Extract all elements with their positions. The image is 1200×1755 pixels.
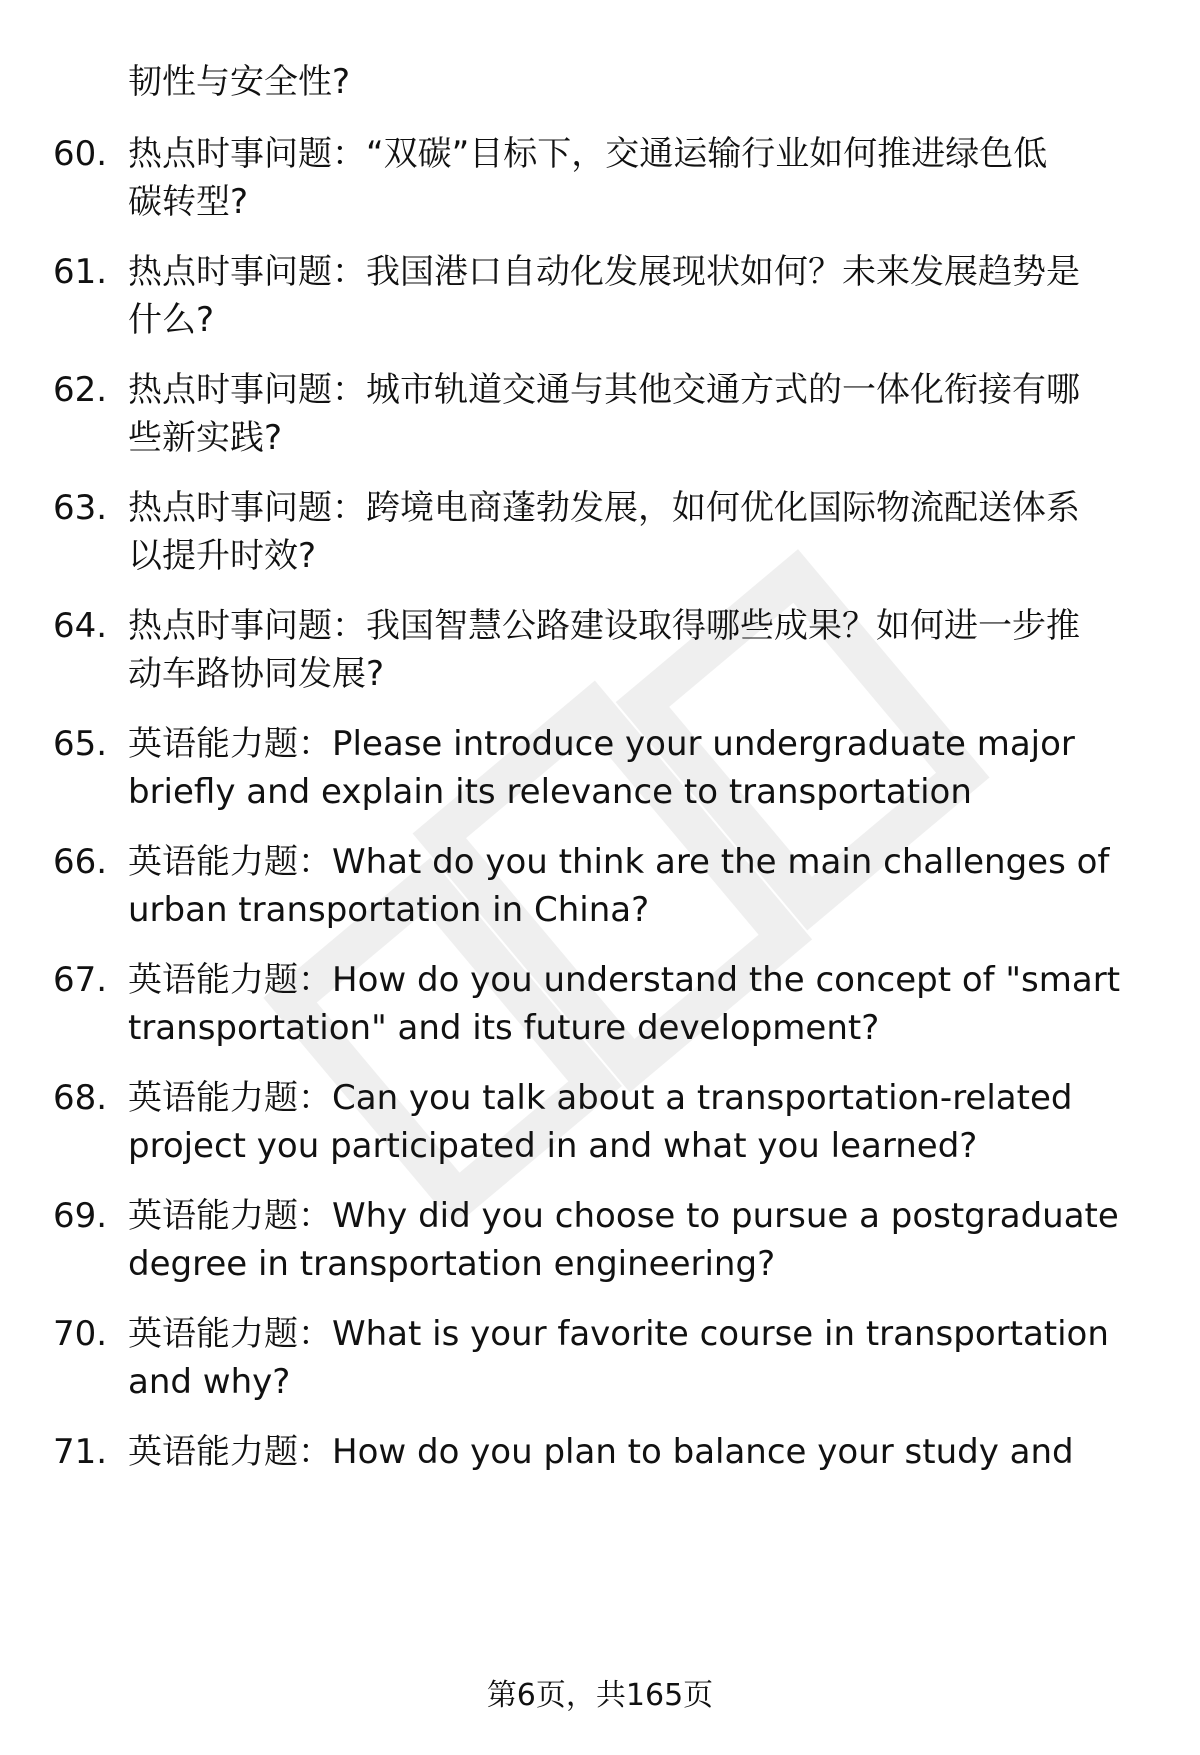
- item-text-line: transportation" and its future development?: [128, 1008, 880, 1048]
- item-text-line: 热点时事问题：城市轨道交通与其他交通方式的一体化衔接有哪: [128, 370, 1080, 410]
- item-number: 62.: [53, 370, 108, 410]
- item-text-line: 以提升时效?: [128, 536, 317, 576]
- item-text-line: 热点时事问题：我国港口自动化发展现状如何？未来发展趋势是: [128, 252, 1080, 292]
- item-text-line: 热点时事问题：跨境电商蓬勃发展，如何优化国际物流配送体系: [128, 488, 1080, 528]
- item-number: 64.: [53, 606, 108, 646]
- item-number: 60.: [53, 134, 108, 174]
- item-text-line: 什么?: [128, 300, 215, 340]
- item-number: 69.: [53, 1196, 108, 1236]
- item-text-line: 英语能力题：How do you plan to balance your study and: [128, 1432, 1074, 1472]
- item-text-line: urban transportation in China?: [128, 890, 650, 930]
- item-text-line: 英语能力题：Please introduce your undergraduate major: [128, 724, 1075, 764]
- item-number: 68.: [53, 1078, 108, 1118]
- item-text-line: 热点时事问题：“双碳”目标下，交通运输行业如何推进绿色低: [128, 134, 1048, 174]
- item-text-line: 英语能力题：What is your favorite course in transportation: [128, 1314, 1109, 1354]
- page-footer: 第6页，共165页: [486, 1678, 714, 1713]
- item-text-line: 英语能力题：Can you talk about a transportation-related: [128, 1078, 1073, 1118]
- item-text-line: 英语能力题：What do you think are the main challenges of: [128, 842, 1110, 882]
- item-number: 61.: [53, 252, 108, 292]
- continuation-text: 韧性与安全性?: [128, 62, 351, 102]
- item-text-line: 些新实践?: [128, 418, 283, 458]
- item-text-line: 英语能力题：How do you understand the concept of "smart: [128, 960, 1121, 1000]
- item-text-line: degree in transportation engineering?: [128, 1244, 776, 1284]
- item-text-line: 动车路协同发展?: [128, 654, 385, 694]
- item-text-line: project you participated in and what you learned?: [128, 1126, 978, 1166]
- item-text-line: briefly and explain its relevance to transportation: [128, 772, 972, 812]
- item-number: 65.: [53, 724, 108, 764]
- item-number: 70.: [53, 1314, 108, 1354]
- item-number: 71.: [53, 1432, 108, 1472]
- item-number: 66.: [53, 842, 108, 882]
- item-text-line: 热点时事问题：我国智慧公路建设取得哪些成果？如何进一步推: [128, 606, 1080, 646]
- item-number: 67.: [53, 960, 108, 1000]
- item-text-line: and why?: [128, 1362, 291, 1402]
- item-number: 63.: [53, 488, 108, 528]
- item-text-line: 碳转型?: [128, 182, 249, 222]
- item-text-line: 英语能力题：Why did you choose to pursue a postgraduate: [128, 1196, 1119, 1236]
